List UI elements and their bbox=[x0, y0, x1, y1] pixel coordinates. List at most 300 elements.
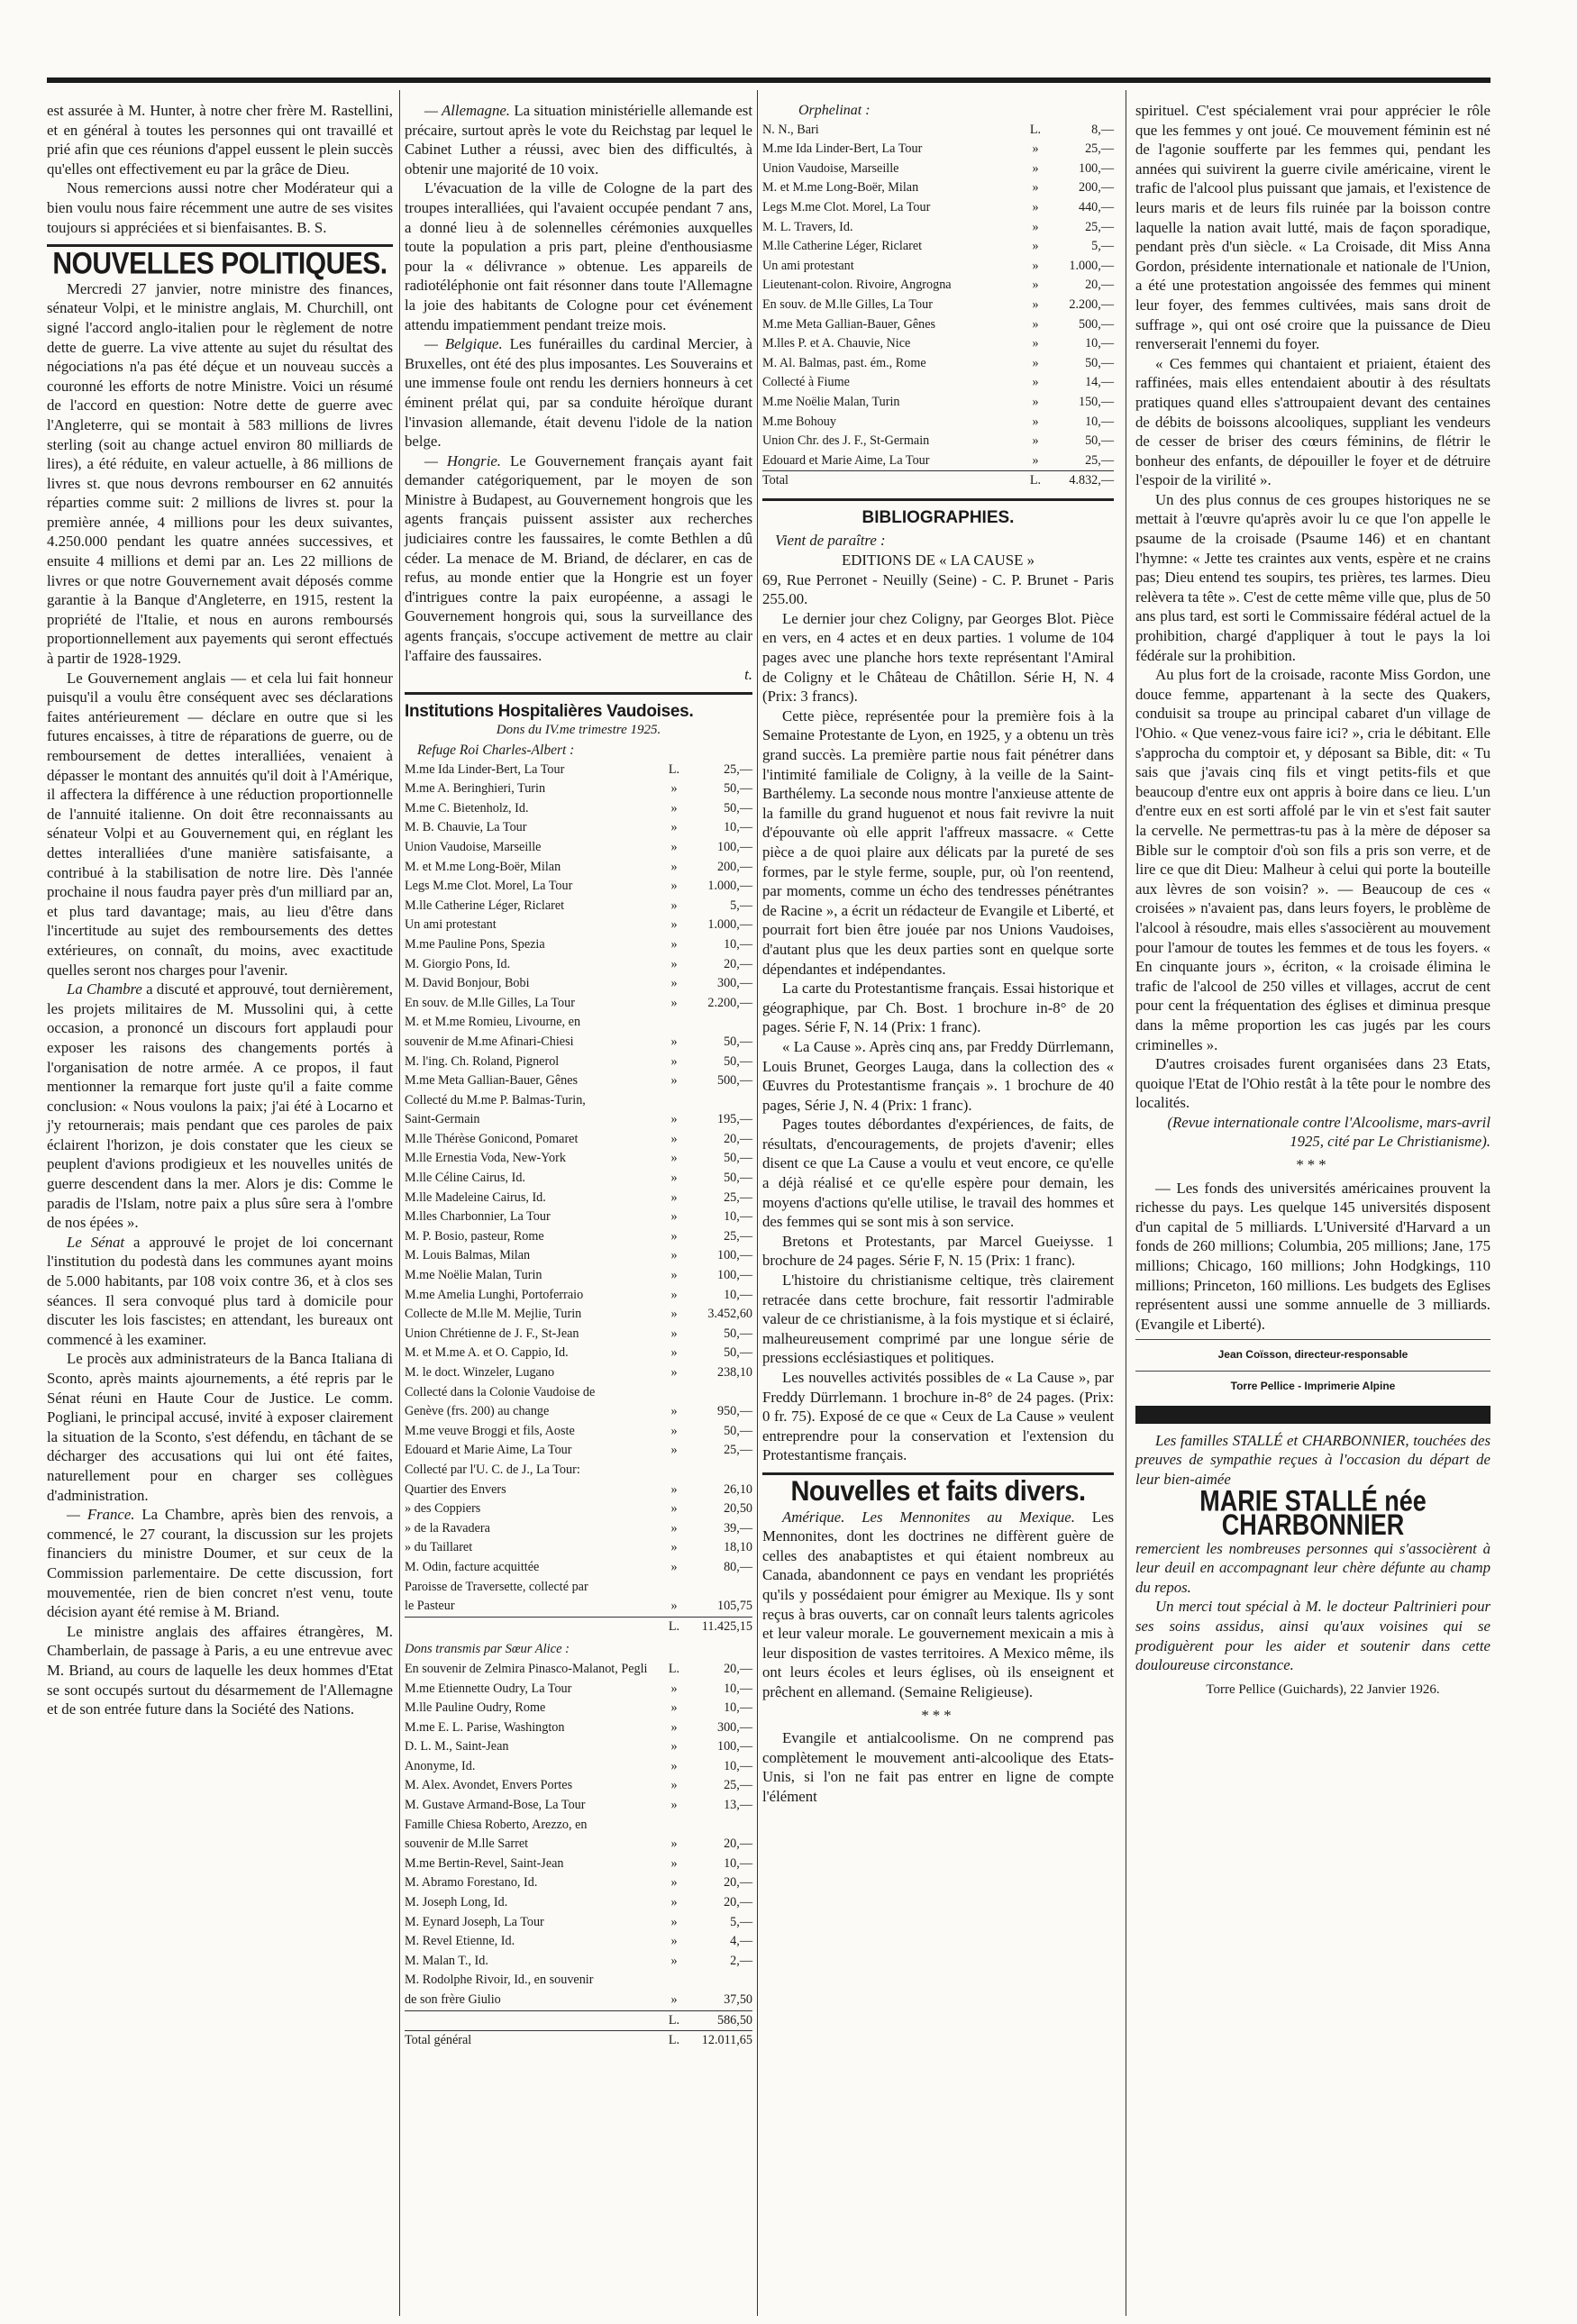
currency-mark: » bbox=[670, 1758, 678, 1773]
currency-mark: » bbox=[670, 859, 678, 874]
donation-row bbox=[405, 1422, 752, 1442]
donor-name: M.lle Thérèse Gonicond, Pomaret bbox=[405, 1131, 579, 1146]
currency-mark: L. bbox=[668, 761, 680, 777]
donation-amount: 10,— bbox=[724, 1700, 752, 1716]
currency-mark: » bbox=[670, 1798, 678, 1813]
donor-name: M.me Meta Gallian-Bauer, Gênes bbox=[405, 1073, 579, 1089]
donation-amount: 25,— bbox=[724, 1189, 752, 1205]
donor-name: M.lle Pauline Oudry, Rome bbox=[405, 1700, 546, 1716]
currency-mark: » bbox=[670, 898, 678, 913]
donation-row bbox=[405, 2010, 752, 2031]
donation-amount bbox=[688, 1013, 752, 1033]
donation-amount: 300,— bbox=[716, 976, 752, 991]
publisher-name: EDITIONS DE « LA CAUSE » bbox=[842, 551, 1035, 570]
column-2 bbox=[405, 101, 752, 2051]
column-4 bbox=[1135, 101, 1490, 1700]
donation-row bbox=[405, 1325, 752, 1344]
donor-name: M.lle Catherine Léger, Riclaret bbox=[405, 898, 565, 913]
donation-row bbox=[405, 877, 752, 897]
currency-mark: » bbox=[670, 1345, 678, 1361]
thanks-paragraph: Nous remercions aussi notre cher Modérateur qui a bien voulu nous faire récemment une autre de ses visites toujours si appréciées et si bienfaisantes. B. S. bbox=[47, 179, 393, 236]
donor-name: M. L. Travers, Id. bbox=[762, 219, 853, 234]
donation-row bbox=[405, 1461, 752, 1481]
donor-name: Collecté du M.me P. Balmas-Turin, bbox=[405, 1092, 586, 1107]
donor-name: » des Coppiers bbox=[405, 1501, 481, 1517]
donation-amount: 50,— bbox=[724, 1345, 752, 1361]
currency-mark: » bbox=[670, 1131, 678, 1146]
donation-amount: 10,— bbox=[724, 1758, 752, 1773]
donation-amount: 20,50 bbox=[724, 1501, 752, 1517]
donation-amount: 150,— bbox=[1078, 394, 1114, 409]
donor-name: M. le doct. Winzeler, Lugano bbox=[405, 1365, 555, 1380]
currency-mark: » bbox=[670, 1268, 678, 1283]
donation-amount: 10,— bbox=[724, 1209, 752, 1225]
donation-row bbox=[762, 334, 1114, 354]
currency-mark: » bbox=[670, 1481, 678, 1497]
donation-row bbox=[762, 354, 1114, 374]
donation-row bbox=[405, 955, 752, 975]
donation-row bbox=[405, 1130, 752, 1150]
currency-mark bbox=[661, 1971, 688, 1991]
donation-amount: 20,— bbox=[724, 956, 752, 971]
donation-amount: 13,— bbox=[724, 1798, 752, 1813]
donation-row bbox=[762, 315, 1114, 335]
divider bbox=[1135, 1371, 1490, 1372]
currency-mark: » bbox=[1032, 394, 1039, 409]
donation-row bbox=[762, 159, 1114, 179]
donor-name: N. N., Bari bbox=[762, 122, 819, 137]
donation-amount bbox=[688, 1971, 752, 1991]
death-notice-thanks: remercient les nombreuses personnes qui s'associèrent à leur deuil en accompagnant leur chère défunte au champ du repos. bbox=[1135, 1539, 1490, 1596]
donation-row bbox=[405, 1893, 752, 1913]
donation-row bbox=[405, 1383, 752, 1403]
review-paragraph: L'histoire du christianisme celtique, très clairement retracée dans cette brochure, fait ressortir l'admirable valeur de ce christianisme, à la fois mystique et si éclairé, malheureusement comprimé par une longue série de pressions ecclésiastiques et politiques. bbox=[762, 1271, 1114, 1367]
donor-name: Anonyme, Id. bbox=[405, 1758, 476, 1773]
donation-amount: 11.425,15 bbox=[701, 1618, 752, 1634]
donation-amount: 4.832,— bbox=[1069, 473, 1114, 488]
donor-name: souvenir de M.me Afinari-Chiesi bbox=[405, 1034, 574, 1049]
donation-row bbox=[762, 296, 1114, 315]
donation-row bbox=[762, 237, 1114, 257]
currency-mark: » bbox=[1032, 258, 1039, 273]
article-paragraph: spirituel. C'est spécialement vrai pour apprécier le rôle que les femmes y ont joué. Ce mouvement féminin est né de l'agonie soufferte par les femmes qui, pendant les années qui suivirent la guerre civile américaine, virent le trafic de l'alcool plus puissant que jamais, et l'existence de leurs maris et de leurs fils ruinée par la boisson contre laquelle la nation avait lutté, mais de façon sporadique, pendant près d'un siècle. « La Croisade, dit Miss Anna Gordon, présidente internationale et nationale de l'Union, a été une protestation angoissée des femmes qui minent leur foyer, des femmes cultivées, mais sans droit de suffrage », qui ont osé croire que la puissance de Dieu renverserait l'ennemi du foyer. bbox=[1135, 102, 1490, 353]
top-rule bbox=[47, 77, 1490, 83]
currency-mark: » bbox=[670, 1171, 678, 1186]
donation-row bbox=[405, 1699, 752, 1718]
donation-amount: 10,— bbox=[1085, 336, 1114, 351]
currency-mark bbox=[661, 1816, 688, 1836]
donation-row bbox=[405, 1873, 752, 1893]
donation-amount: 238,10 bbox=[716, 1365, 752, 1380]
donation-amount: 195,— bbox=[716, 1112, 752, 1127]
donor-name: M.lles Charbonnier, La Tour bbox=[405, 1209, 551, 1225]
donation-amount: 80,— bbox=[724, 1559, 752, 1574]
donor-name: M. Malan T., Id. bbox=[405, 1953, 488, 1968]
donation-amount: 39,— bbox=[724, 1520, 752, 1536]
donation-amount: 10,— bbox=[724, 1855, 752, 1871]
currency-mark: » bbox=[670, 800, 678, 816]
donation-row bbox=[405, 1286, 752, 1306]
currency-mark: » bbox=[670, 781, 678, 797]
donation-amount: 50,— bbox=[724, 800, 752, 816]
donor-name: M.me C. Bietenholz, Id. bbox=[405, 800, 529, 816]
donation-amount: 100,— bbox=[716, 1248, 752, 1263]
donor-name: M. David Bonjour, Bobi bbox=[405, 976, 530, 991]
donation-row bbox=[762, 198, 1114, 218]
currency-mark bbox=[661, 1383, 688, 1403]
donation-subtotal bbox=[405, 2010, 752, 2031]
donor-name bbox=[405, 2011, 661, 2031]
currency-mark: » bbox=[670, 1778, 678, 1793]
donor-name: M.me Etiennette Oudry, La Tour bbox=[405, 1681, 572, 1696]
donation-row bbox=[405, 1835, 752, 1855]
currency-mark: » bbox=[670, 1895, 678, 1910]
donor-name: M.me Bertin-Revel, Saint-Jean bbox=[405, 1855, 564, 1871]
currency-mark: » bbox=[1032, 414, 1039, 429]
donor-name: M.lle Céline Cairus, Id. bbox=[405, 1171, 525, 1186]
donation-row bbox=[405, 1363, 752, 1383]
currency-mark bbox=[661, 1461, 688, 1481]
currency-mark: L. bbox=[668, 2033, 680, 2048]
donor-name: M. et M.me Romieu, Livourne, en bbox=[405, 1015, 581, 1030]
donation-amount: 50,— bbox=[724, 1053, 752, 1069]
donation-amount: 50,— bbox=[1085, 433, 1114, 449]
donation-row bbox=[405, 1227, 752, 1247]
death-notice-place-date: Torre Pellice (Guichards), 22 Janvier 1926. bbox=[1206, 1681, 1440, 1697]
article-paragraph: — Belgique. Les funérailles du cardinal Mercier, à Bruxelles, ont été des plus imposantes. Les Souverains et une immense foule ont rendu les derniers honneurs à cet éminent prélat qui, par sa conduite héroïque durant l'invasion allemande, était devenu l'idole de la nation belge. bbox=[405, 335, 752, 451]
donation-amount: 586,50 bbox=[716, 2012, 752, 2028]
donation-row bbox=[405, 1149, 752, 1169]
review-paragraph: Les nouvelles activités possibles de « La Cause », par Freddy Dürrlemann. 1 brochure in-8° de 24 pages. (Prix: 0 fr. 75). Exposé de ce que « Ceux de La Cause » veulent entreprendre pour la conservation et l'extension du Protestantisme français. bbox=[762, 1369, 1114, 1464]
currency-mark: » bbox=[670, 1326, 678, 1341]
donor-name: Total bbox=[762, 473, 788, 488]
donation-amount bbox=[688, 1461, 752, 1481]
donation-row bbox=[762, 178, 1114, 198]
donation-row bbox=[405, 1578, 752, 1598]
divider bbox=[1135, 1339, 1490, 1340]
donation-row bbox=[405, 1499, 752, 1519]
donor-name: Quartier des Envers bbox=[405, 1481, 506, 1497]
donation-row bbox=[762, 121, 1114, 141]
just-published: Vient de paraître : bbox=[775, 532, 886, 550]
donor-name: Lieutenant-colon. Rivoire, Angrogna bbox=[762, 278, 952, 293]
donation-row bbox=[405, 1538, 752, 1558]
donation-amount: 100,— bbox=[716, 839, 752, 854]
donation-row bbox=[405, 1266, 752, 1286]
donor-name: M.lle Catherine Léger, Riclaret bbox=[762, 239, 923, 254]
death-notice-intro: Les familles STALLÉ et CHARBONNIER, touchées des preuves de sympathie reçues à l'occasion du départ de leur bien-aimée bbox=[1135, 1431, 1490, 1488]
donation-amount: 12.011,65 bbox=[701, 2033, 752, 2048]
currency-mark: » bbox=[1032, 433, 1039, 449]
donation-amount: 10,— bbox=[724, 820, 752, 835]
article-paragraph: Mercredi 27 janvier, notre ministre des finances, sénateur Volpi, et le ministre anglais, M. Churchill, ont signé l'accord anglo-italien pour le règlement de notre dette de guerre. La vive attente au sujet du résultat des négociations n'a pas été déçue et un nouveau succès a couronné les efforts de notre Ministre. Voici un résumé de l'accord en question: Notre dette de guerre avec l'Angleterre, qui se montait à 583 millions de livres sterling (soit au change actuel environ 80 milliards de lires), a été réduite, en valeur actuelle, à 86 millions de livres st. que nous devrons rembourser en 62 annuités réparties comme suit: 2 millions de livres st. pour la première année, 4 millions pour les deux suivantes, 4.250.000 pendant les quatre années successives, et ensuite 4 millions et demi par an. Les 22 millions de livres or que notre Gouvernement avait déposés comme garantie à la Banque d'Angleterre, en 1915, restent la propriété de l'Italie, et nous en aurons remboursés proportionnellement aux payements qui seront effectués à partir de 1928-1929. bbox=[47, 279, 393, 668]
column-1 bbox=[47, 101, 393, 1719]
review-paragraph: Bretons et Protestants, par Marcel Gueiysse. 1 brochure de 24 pages. Série F, N. 15 (Prix: 1 franc). bbox=[762, 1232, 1114, 1270]
donation-amount: 2,— bbox=[730, 1953, 752, 1968]
donor-name: le Pasteur bbox=[405, 1599, 455, 1614]
donation-row bbox=[405, 974, 752, 994]
donation-amount: 50,— bbox=[724, 781, 752, 797]
donation-row bbox=[405, 2030, 752, 2051]
donor-name: En souv. de M.lle Gilles, La Tour bbox=[762, 296, 933, 312]
donation-row bbox=[405, 1680, 752, 1700]
refuge-title: Refuge Roi Charles-Albert : bbox=[417, 743, 575, 758]
donor-name: Edouard et Marie Aime, La Tour bbox=[762, 452, 930, 468]
donor-name: M.lles P. et A. Chauvie, Nice bbox=[762, 336, 911, 351]
donor-name: M.me Ida Linder-Bert, La Tour bbox=[405, 761, 565, 777]
currency-mark: » bbox=[670, 1559, 678, 1574]
donation-amount: 10,— bbox=[724, 1287, 752, 1302]
donation-row bbox=[762, 451, 1114, 471]
donation-amount: 200,— bbox=[1078, 180, 1114, 196]
donation-amount: 20,— bbox=[724, 1131, 752, 1146]
donation-amount: 25,— bbox=[724, 1443, 752, 1458]
donation-row bbox=[405, 1305, 752, 1325]
donation-list-orphelinat bbox=[762, 121, 1114, 471]
currency-mark: » bbox=[1032, 452, 1039, 468]
currency-mark: » bbox=[670, 820, 678, 835]
donor-name: M. Abramo Forestano, Id. bbox=[405, 1875, 538, 1891]
donation-row bbox=[405, 1519, 752, 1539]
donor-name: M. B. Chauvie, La Tour bbox=[405, 820, 527, 835]
currency-mark bbox=[661, 1091, 688, 1111]
currency-mark: » bbox=[1032, 180, 1039, 196]
donation-row bbox=[405, 994, 752, 1014]
donation-row bbox=[762, 218, 1114, 238]
donation-amount: 10,— bbox=[724, 1681, 752, 1696]
currency-mark: » bbox=[670, 1404, 678, 1419]
donation-amount: 50,— bbox=[724, 1423, 752, 1438]
donor-name: de son frère Giulio bbox=[405, 1992, 501, 2007]
donation-row bbox=[405, 1071, 752, 1091]
donor-name: M. Al. Balmas, past. ém., Rome bbox=[762, 355, 926, 370]
donation-row bbox=[762, 432, 1114, 451]
article-paragraph: D'autres croisades furent organisées dans 23 Etats, quoique l'Etat de l'Ohio restât à la tête pour le nombre des localités. bbox=[1135, 1055, 1490, 1112]
donor-name: Collecte de M.lle M. Mejlie, Turin bbox=[405, 1307, 582, 1322]
article-paragraph: Le procès aux administrateurs de la Banca Italiana di Sconto, après maints ajournements, a été repris par le Sénat réuni en Haute Cour de Justice. Le comm. Pogliani, le principal accusé, invité à exposer clairement la situation de la Sconto, s'est défendu, en tâchant de se décharger des accusations qui lui ont été faites, naturellement pour en charger ses collègues d'administration. bbox=[47, 1350, 393, 1504]
donation-amount: 5,— bbox=[1091, 239, 1114, 254]
donor-name: M.me Bohouy bbox=[762, 414, 836, 429]
donation-row bbox=[405, 1660, 752, 1680]
review-paragraph: La carte du Protestantisme français. Essai historique et géographique, par Ch. Bost. 1 brochure in-8° de 20 pages. Série F, N. 14 (Prix: 1 franc). bbox=[762, 980, 1114, 1036]
donor-name: Collecté à Fiume bbox=[762, 375, 850, 390]
donation-row bbox=[405, 1913, 752, 1933]
article-paragraph: « Ces femmes qui chantaient et priaient, étaient des raffinées, mais elles entendaient aboutir à des résultats pratiques quand elles s'attroupaient devant des centaines de débits de boissons alcooliques, suppliant les vendeurs de cesser de briser des cœurs féminins, de flétrir le bonheur des enfants, de dépouiller le foyer et de détruire l'espoir de la virilité ». bbox=[1135, 354, 1490, 489]
donation-row bbox=[405, 916, 752, 935]
donation-amount: 100,— bbox=[716, 1268, 752, 1283]
review-paragraph: Le dernier jour chez Coligny, par Georges Blot. Pièce en vers, en 4 actes et en deux parties. 1 volume de 104 pages avec une planche hors texte représentant l'Amiral de Coligny et le Château de Châtillon. Série H, N. 4 (Prix: 3 francs). bbox=[762, 609, 1114, 706]
article-paragraph: Le ministre anglais des affaires étrangères, M. Chamberlain, de passage à Paris, a eu une entrevue avec M. Briand, au cours de laquelle les deux hommes d'Etat se sont occupés surtout du désarmement de l'Allemagne et de son entrée future dans la Société des Nations. bbox=[47, 1622, 393, 1718]
donor-name bbox=[405, 1618, 661, 1637]
currency-mark: » bbox=[1032, 316, 1039, 332]
currency-mark: L. bbox=[1029, 473, 1042, 488]
donation-row bbox=[762, 470, 1114, 491]
donor-name: M.lle Madeleine Cairus, Id. bbox=[405, 1189, 546, 1205]
donation-amount: 500,— bbox=[1078, 316, 1114, 332]
donation-subtotal bbox=[405, 1617, 752, 1637]
currency-mark: » bbox=[670, 1992, 678, 2007]
donor-name: Union Vaudoise, Marseille bbox=[405, 839, 542, 854]
currency-mark: » bbox=[670, 1540, 678, 1555]
donation-amount: 2.200,— bbox=[707, 995, 752, 1010]
donation-amount: 100,— bbox=[716, 1739, 752, 1754]
donor-name: M.me A. Beringhieri, Turin bbox=[405, 781, 546, 797]
donor-name: Famille Chiesa Roberto, Arezzo, en bbox=[405, 1817, 588, 1832]
donor-name: Total général bbox=[405, 2033, 472, 2048]
donation-row bbox=[405, 1110, 752, 1130]
donor-name: M. Revel Etienne, Id. bbox=[405, 1934, 515, 1949]
section-divider bbox=[405, 692, 752, 695]
currency-mark: » bbox=[1032, 239, 1039, 254]
donation-total bbox=[762, 470, 1114, 491]
currency-mark bbox=[661, 1013, 688, 1033]
donation-row bbox=[405, 1617, 752, 1637]
donation-amount: 1.000,— bbox=[1069, 258, 1114, 273]
donation-row bbox=[405, 1932, 752, 1952]
death-notice-special-thanks: Un merci tout spécial à M. le docteur Paltrinieri pour ses soins assidus, ainsi qu'aux voisines qui se prodiguèrent pour les aider et soutenir dans cette douloureuse circonstance. bbox=[1135, 1598, 1490, 1674]
currency-mark: L. bbox=[668, 1661, 680, 1676]
donation-amount bbox=[688, 1091, 752, 1111]
article-paragraph: — France. La Chambre, après bien des renvois, a commencé, le 27 courant, la discussion sur les projets financiers du ministre Doumer, et sur ceux de la Commission parlementaire. De cette discussion, fort mouvementée, rien de bien concret n'est venu, toute décision ayant été remise à M. Briand. bbox=[47, 1506, 393, 1621]
donation-amount: 1.000,— bbox=[707, 917, 752, 933]
donor-name: M. et M.me Long-Boër, Milan bbox=[405, 859, 561, 874]
donor-name: M.me Ida Linder-Bert, La Tour bbox=[762, 141, 923, 157]
donation-amount: 4,— bbox=[730, 1934, 752, 1949]
donation-row bbox=[762, 373, 1114, 393]
donation-row bbox=[762, 257, 1114, 277]
currency-mark: L. bbox=[668, 1618, 680, 1634]
currency-mark: » bbox=[670, 1739, 678, 1754]
donation-amount: 25,— bbox=[724, 761, 752, 777]
donation-row bbox=[405, 799, 752, 819]
donation-amount: 50,— bbox=[1085, 355, 1114, 370]
currency-mark: » bbox=[670, 1228, 678, 1244]
donation-row bbox=[405, 1441, 752, 1461]
donor-name: M. P. Bosio, pasteur, Rome bbox=[405, 1228, 544, 1244]
donation-row bbox=[405, 1952, 752, 1972]
director-line: Jean Coïsson, directeur-responsable bbox=[1217, 1348, 1408, 1362]
donation-row bbox=[405, 1091, 752, 1111]
donation-row bbox=[405, 761, 752, 780]
donation-row bbox=[405, 1033, 752, 1053]
currency-mark: » bbox=[670, 1700, 678, 1716]
soeur-alice-title: Dons transmis par Sœur Alice : bbox=[405, 1642, 570, 1657]
article-paragraph: Le Gouvernement anglais — et cela lui fait honneur puisqu'il a voulu être conséquent avec ses déclarations faites antérieurement — déclare en outre que si les futures encaisses, à titre de réparations de guerre, ou de remboursement de dettes interalliées, venaient à dépasser le montant des annuités qu'il doit à l'Amérique, il affectera la différence à une réduction proportionnelle de l'annuité italienne. On doit être reconnaissants au sénateur Volpi et au Gouvernement qui, en réglant les dettes interalliées d'une manière satisfaisante, a contribué à la stabilisation de notre lire. Dès l'année prochaine il nous faudra payer près d'un milliard par an, et plus tard davantage; mais, au lieu d'être dans l'incertitude au sujet des remboursements des dettes extérieures, on connaît, du moins, avec exactitude quelles seront nos charges pour l'avenir. bbox=[47, 669, 393, 979]
column-3 bbox=[762, 101, 1114, 1806]
donation-amount bbox=[688, 1578, 752, 1598]
donation-row bbox=[405, 1169, 752, 1189]
donation-amount: 25,— bbox=[724, 1228, 752, 1244]
donation-amount: 2.200,— bbox=[1069, 296, 1114, 312]
column-divider bbox=[399, 90, 400, 2316]
donation-row bbox=[405, 779, 752, 799]
currency-mark: » bbox=[670, 839, 678, 854]
donation-amount: 20,— bbox=[1085, 278, 1114, 293]
donor-name: Un ami protestant bbox=[405, 917, 497, 933]
donor-name: M. Alex. Avondet, Envers Portes bbox=[405, 1778, 573, 1793]
donation-row bbox=[405, 1208, 752, 1227]
donation-amount: 50,— bbox=[724, 1326, 752, 1341]
donor-name: M. Giorgio Pons, Id. bbox=[405, 956, 511, 971]
donor-name: M.me Meta Gallian-Bauer, Gênes bbox=[762, 316, 936, 332]
donation-amount bbox=[688, 1383, 752, 1403]
donation-amount: 200,— bbox=[716, 859, 752, 874]
donation-amount: 18,10 bbox=[724, 1540, 752, 1555]
donation-amount: 20,— bbox=[724, 1895, 752, 1910]
donation-amount: 20,— bbox=[724, 1875, 752, 1891]
currency-mark: » bbox=[670, 1914, 678, 1929]
donor-name: M. l'ing. Ch. Roland, Pignerol bbox=[405, 1053, 560, 1069]
news-paragraph: Evangile et antialcoolisme. On ne comprend pas complètement le mouvement anti-alcoolique des Etats-Unis, si l'on ne fait pas entrer en ligne de compte l'élément bbox=[762, 1729, 1114, 1805]
donor-name: M. Joseph Long, Id. bbox=[405, 1895, 508, 1910]
separator-stars: *** bbox=[1296, 1156, 1330, 1174]
donation-amount: 100,— bbox=[1078, 160, 1114, 176]
donation-row bbox=[405, 897, 752, 916]
donation-row bbox=[762, 276, 1114, 296]
donation-list-soeur-alice bbox=[405, 1660, 752, 2010]
article-paragraph: La Chambre a discuté et approuvé, tout dernièrement, les projets militaires de M. Mussolini qui, à cette occasion, a prononcé un discours fort applaudi pour exposer les raisons des changements portés à l'organisation de notre armée. A ce propos, il faut mentionner la remarque fort juste qu'il a faite comme conclusion: « Nous voulons la paix; j'ai été à Locarno et j'y retournerais; mais pendant que ces paroles de paix éclairent l'horizon, je dois constater que les cieux se peuplent d'avions prodigieux et les nouvelles unités de guerre descendent dans la mer. Alors je dis: Comme le paradis de l'Islam, notre paix a plus sûre sera à l'ombre de nos épées ». bbox=[47, 980, 394, 1232]
donor-name: M.lle Ernestia Voda, New-York bbox=[405, 1151, 566, 1166]
donation-amount: 950,— bbox=[716, 1404, 752, 1419]
donation-row bbox=[405, 1971, 752, 1991]
currency-mark: » bbox=[670, 1307, 678, 1322]
donation-row bbox=[405, 818, 752, 838]
donation-amount: 20,— bbox=[724, 1836, 752, 1852]
review-paragraph: Pages toutes débordantes d'expériences, de faits, de résultats, d'encouragements, de projets d'avenir; elles disent ce que La Cause a voulu et veut encore, ce qu'elle a déjà réalisé et ce qu'elle espère pour demain, les moyens d'actions qu'elle utilise, le travail des hommes et des femmes qui se sont mis à son service. bbox=[762, 1116, 1114, 1231]
currency-mark: » bbox=[670, 1034, 678, 1049]
currency-mark: » bbox=[670, 1443, 678, 1458]
donation-row bbox=[405, 1796, 752, 1816]
donation-amount: 440,— bbox=[1078, 199, 1114, 214]
currency-mark: » bbox=[1032, 355, 1039, 370]
donor-name: M.me Amelia Lunghi, Portoferraio bbox=[405, 1287, 584, 1302]
donation-amount: 5,— bbox=[730, 898, 752, 913]
donor-name: M. Gustave Armand-Bose, La Tour bbox=[405, 1798, 586, 1813]
source-citation: (Revue internationale contre l'Alcoolisme, mars-avril 1925, cité par Le Christianisme). bbox=[1167, 1113, 1490, 1151]
currency-mark: » bbox=[670, 1719, 678, 1735]
donation-row bbox=[405, 1246, 752, 1266]
donor-name: En souvenir de Zelmira Pinasco-Malanot, Pegli bbox=[405, 1661, 648, 1676]
currency-mark: » bbox=[670, 1934, 678, 1949]
donation-list-refuge bbox=[405, 761, 752, 1617]
donation-row bbox=[405, 1597, 752, 1617]
donation-amount: 50,— bbox=[724, 1034, 752, 1049]
donor-name: M. et M.me Long-Boër, Milan bbox=[762, 180, 919, 196]
currency-mark: » bbox=[670, 1365, 678, 1380]
mourning-bar bbox=[1135, 1406, 1490, 1424]
currency-mark: » bbox=[670, 1501, 678, 1517]
donor-name: Collecté par l'U. C. de J., La Tour: bbox=[405, 1462, 580, 1477]
donor-name: Genève (frs. 200) au change bbox=[405, 1404, 550, 1419]
donation-amount: 37,50 bbox=[724, 1992, 752, 2007]
donation-amount: 300,— bbox=[716, 1719, 752, 1735]
currency-mark: » bbox=[1032, 160, 1039, 176]
donor-name: Legs M.me Clot. Morel, La Tour bbox=[405, 879, 573, 894]
news-heading: Nouvelles et faits divers. bbox=[790, 1475, 1086, 1508]
donor-name: souvenir de M.lle Sarret bbox=[405, 1836, 529, 1852]
donor-name: Paroisse de Traversette, collecté par bbox=[405, 1579, 588, 1594]
donation-amount: 25,— bbox=[1085, 219, 1114, 234]
article-paragraph: L'évacuation de la ville de Cologne de la part des troupes interalliées, qui l'avaient occupée pendant 7 ans, a donné lieu à de solennelles cérémonies auxquelles toute la population a pris part, pleine d'enthousiasme pour la « délivrance » obtenue. Les appareils de radiotéléphonie ont fait résonner dans toute l'Allemagne la joie des habitants de Cologne pour cet événement attendu impatiemment pendant treize mois. bbox=[405, 179, 752, 333]
separator-stars: *** bbox=[921, 1706, 955, 1724]
donation-row bbox=[405, 1189, 752, 1208]
currency-mark: » bbox=[670, 1112, 678, 1127]
deceased-name: MARIE STALLÉ née CHARBONNIER bbox=[1199, 1485, 1427, 1541]
signature: t. bbox=[744, 666, 752, 684]
donation-row bbox=[405, 1737, 752, 1757]
institutions-heading: Institutions Hospitalières Vaudoises. bbox=[405, 701, 694, 721]
lead-paragraph: est assurée à M. Hunter, à notre cher frère M. Rastellini, et en général à toutes les personnes qui ont travaillé et prié afin que ces réunions d'appel eussent le plein succès qu'elles ont effectivement eu par la grâce de Dieu. bbox=[47, 102, 393, 178]
